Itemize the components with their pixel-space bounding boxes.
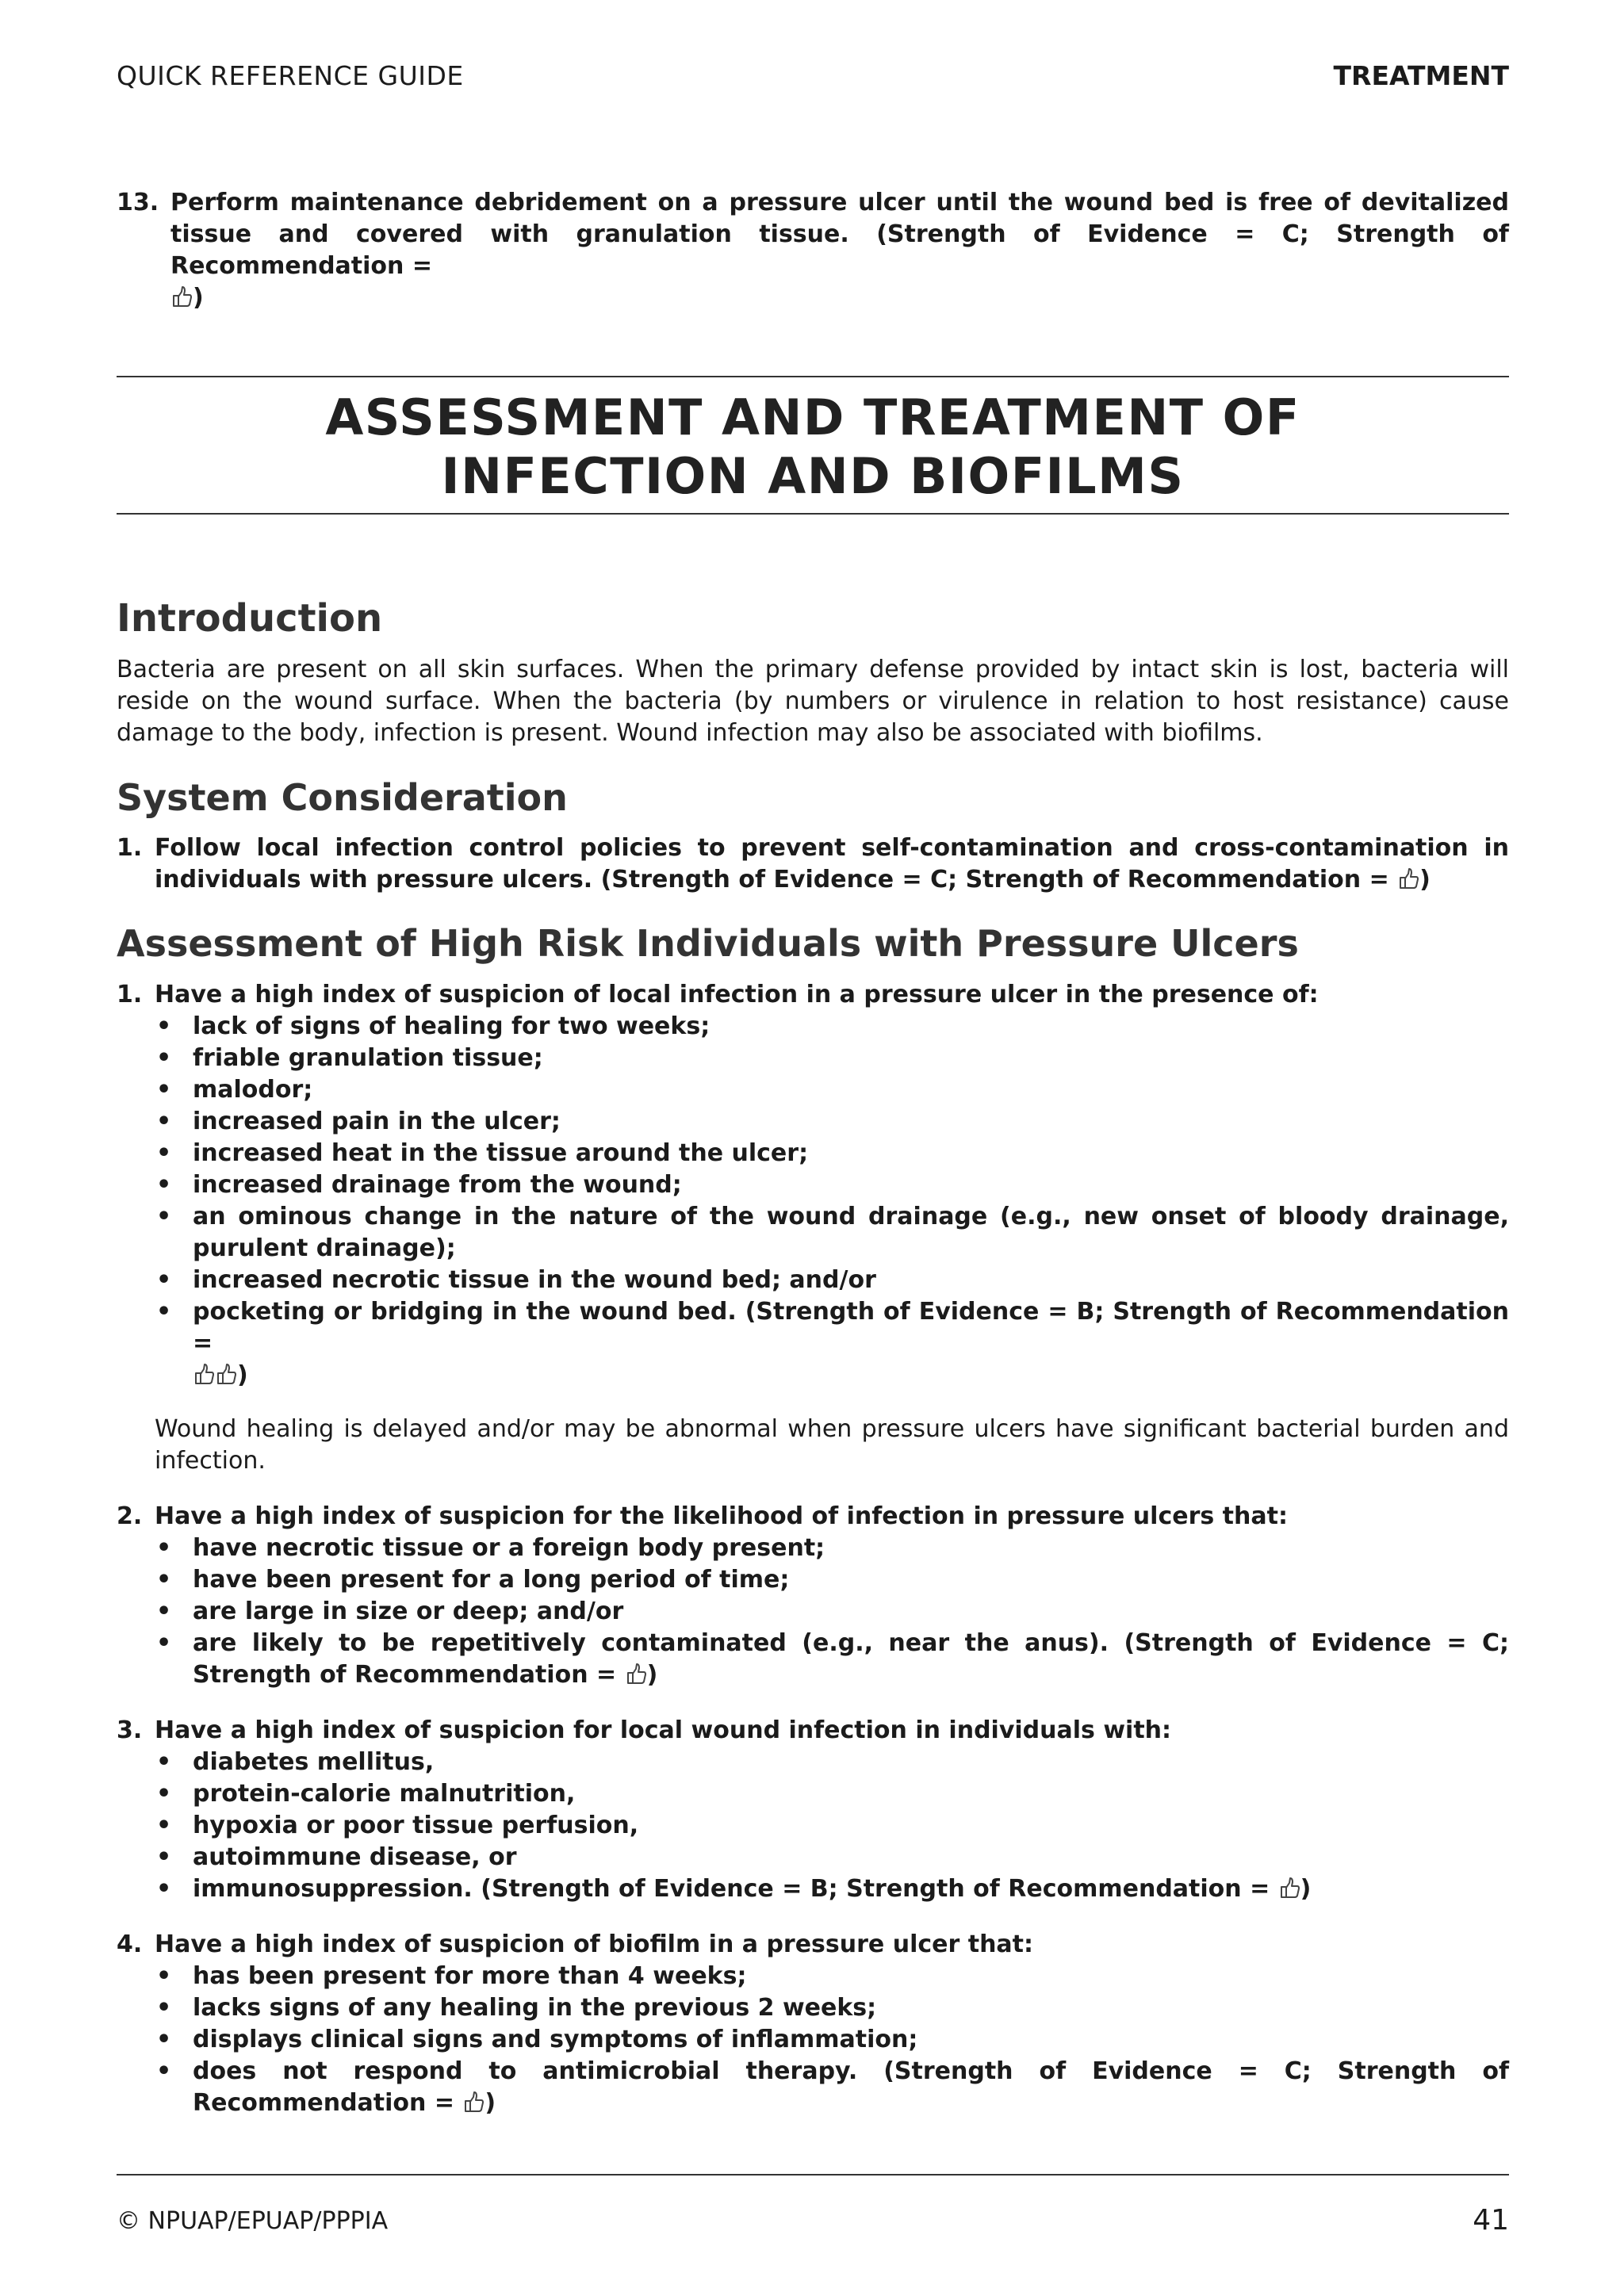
thumbs-up-icon (215, 1362, 237, 1386)
list-item: • an ominous change in the nature of the wound drainage (e.g., new onset of bloody drainage, purulent drainage); (193, 1201, 1509, 1265)
list-item-text: immunosuppression. (Strength of Evidence = B; Strength of Recommendation = (193, 1875, 1278, 1903)
assessment-item-3 (117, 1715, 1509, 1905)
thumbs-up-icon (1278, 1876, 1300, 1900)
assessment-item-4 (117, 1929, 1509, 2119)
list-item: • lack of signs of healing for two weeks; (193, 1011, 1509, 1043)
page-footer (117, 2204, 1509, 2244)
bullet-list (117, 1011, 1509, 1391)
item-lead: Have a high index of suspicion for the likelihood of infection in pressure ulcers that: (155, 1502, 1288, 1530)
recommendation-13 (117, 187, 1509, 314)
list-item: • increased heat in the tissue around the ulcer; (193, 1138, 1509, 1169)
list-item-text: pocketing or bridging in the wound bed. (Strength of Evidence = B; Strength of Recommendation = (193, 1298, 1509, 1357)
list-item: • displays clinical signs and symptoms of inflammation; (193, 2024, 1509, 2056)
assessment-heading: Assessment of High Risk Individuals with Pressure Ulcers (117, 922, 1299, 965)
list-item-text: are likely to be repetitively contaminated (e.g., near the anus). (Strength of Evidence = C; Strength of Recommendation = (193, 1629, 1509, 1689)
introduction-text: Bacteria are present on all skin surfaces. When the primary defense provided by intact skin is lost, bacteria will reside on the wound surface. When the bacteria (by numbers or virulence in relation to host resistance) cause damage to the body, infection is present. Wound infection may also be associated with biofilms. (117, 656, 1509, 747)
section-title-line-1: ASSESSMENT AND TREATMENT OF (325, 388, 1300, 446)
footer-rule (117, 2174, 1509, 2175)
list-item: • friable granulation tissue; (193, 1043, 1509, 1074)
list-item: • has been present for more than 4 weeks; (193, 1961, 1509, 1992)
recommendation-close: ) (193, 284, 204, 312)
item-lead: Have a high index of suspicion for local wound infection in individuals with: (155, 1716, 1172, 1744)
introduction-heading: Introduction (117, 596, 383, 641)
list-item (193, 1873, 1509, 1905)
list-item: • have been present for a long period of time; (193, 1564, 1509, 1596)
list-item: • hypoxia or poor tissue perfusion, (193, 1810, 1509, 1842)
title-rule-top (117, 376, 1509, 377)
page-number: 41 (1473, 2204, 1509, 2237)
thumbs-up-icon (625, 1662, 647, 1686)
list-item: • protein-calorie malnutrition, (193, 1778, 1509, 1810)
system-consideration-heading: System Consideration (117, 776, 568, 819)
item-lead: Have a high index of suspicion of local infection in a pressure ulcer in the presence of: (155, 981, 1319, 1008)
header-section: TREATMENT (1333, 60, 1509, 91)
recommendation-close: ) (485, 2089, 496, 2117)
item-note: Wound healing is delayed and/or may be abnormal when pressure ulcers have significant bacterial burden and infection. (155, 1415, 1509, 1475)
assessment-item-2 (117, 1501, 1509, 1691)
bullet-list (117, 1533, 1509, 1691)
thumbs-up-icon (462, 2090, 485, 2114)
list-item: • malodor; (193, 1074, 1509, 1106)
item-number: 4. (117, 1931, 143, 1958)
list-item: • increased necrotic tissue in the wound bed; and/or (193, 1265, 1509, 1296)
assessment-recommendations (117, 979, 1509, 2119)
list-item: • autoimmune disease, or (193, 1842, 1509, 1873)
recommendation-text: Follow local infection control policies to prevent self-contamination and cross-contamination in individuals with pressure ulcers. (Strength of Evidence = C; Strength of Recommendation = (155, 834, 1509, 894)
title-rule-bottom (117, 513, 1509, 515)
list-item (193, 1628, 1509, 1691)
item-lead: Have a high index of suspicion of biofilm in a pressure ulcer that: (155, 1931, 1034, 1958)
list-item: • diabetes mellitus, (193, 1747, 1509, 1778)
item-number: 1. (117, 981, 143, 1008)
thumbs-up-icon (1397, 867, 1419, 890)
list-item-text: does not respond to antimicrobial therapy. (Strength of Evidence = C; Strength of Recommendation = (193, 2057, 1509, 2117)
recommendation-close: ) (646, 1661, 658, 1689)
bullet-list (117, 1961, 1509, 2119)
list-item: • increased pain in the ulcer; (193, 1106, 1509, 1138)
running-header (117, 60, 1509, 100)
recommendation-close: ) (1419, 866, 1431, 894)
section-title (117, 388, 1509, 506)
assessment-item-1 (117, 979, 1509, 1477)
item-number: 2. (117, 1502, 143, 1530)
header-guide-title: QUICK REFERENCE GUIDE (117, 60, 464, 91)
system-recommendation-1 (117, 832, 1509, 896)
recommendation-number: 13. (117, 189, 159, 216)
list-item: • have necrotic tissue or a foreign body present; (193, 1533, 1509, 1564)
list-item: • lacks signs of any healing in the previous 2 weeks; (193, 1992, 1509, 2024)
list-item (193, 2056, 1509, 2119)
list-item (193, 1296, 1509, 1391)
recommendation-text: Perform maintenance debridement on a pressure ulcer until the wound bed is free of devitalized tissue and covered with granulation tissue. (Strength of Evidence = C; Strength of Recommendation = (170, 189, 1509, 280)
recommendation-close: ) (237, 1361, 248, 1389)
list-item: • increased drainage from the wound; (193, 1169, 1509, 1201)
copyright: © NPUAP/EPUAP/PPPIA (117, 2207, 389, 2235)
section-title-line-2: INFECTION AND BIOFILMS (441, 447, 1185, 505)
item-number: 3. (117, 1716, 143, 1744)
recommendation-number: 1. (117, 834, 143, 862)
thumbs-up-icon (193, 1362, 215, 1386)
recommendation-close: ) (1300, 1875, 1312, 1903)
list-item: • are large in size or deep; and/or (193, 1596, 1509, 1628)
thumbs-up-icon (170, 285, 193, 308)
bullet-list (117, 1747, 1509, 1905)
